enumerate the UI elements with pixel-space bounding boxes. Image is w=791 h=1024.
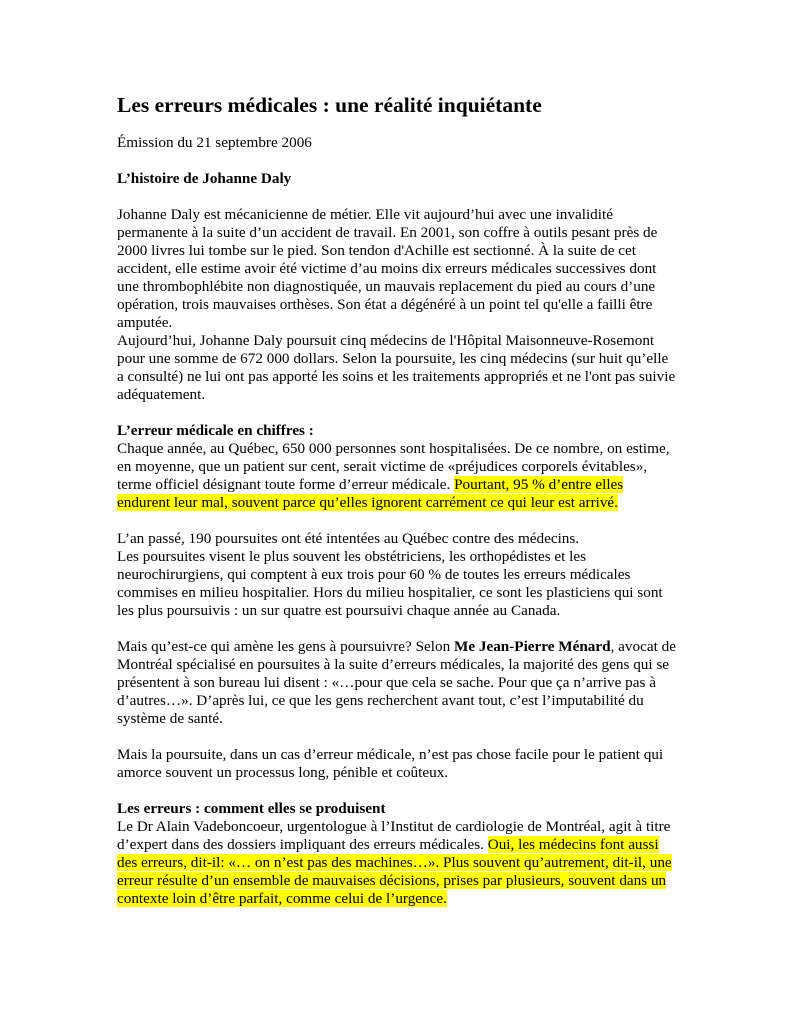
paragraph-statistics: [117, 440, 677, 512]
paragraph-daly-lawsuit: Aujourd’hui, Johanne Daly poursuit cinq médecins de l'Hôpital Maisonneuve-Rosemont pour une somme de 672 000 dollars. Selon la poursuite, les cinq médecins (sur huit qu’elle a consulté) ne lui ont pas apporté les soins et les traitements appropriés et ne l'ont pas suivie adéquatement.: [117, 332, 676, 403]
paragraph-lawsuit-count: L’an passé, 190 poursuites ont été intentées au Québec contre des médecins.: [117, 530, 580, 547]
paragraph-daly-accident: Johanne Daly est mécanicienne de métier. Elle vit aujourd’hui avec une invalidité permanente à la suite d’un accident de travail. En 2001, son coffre à outils pesant près de 2000 livres lui tombe sur le pied. Son tendon d'Achille est sectionné. À la suite de cet accident, elle estime avoir été victime d’au moins dix erreurs médicales successives dont une thrombophlébite non diagnostiquée, un mauvais replacement du pied au cours d’une opération, trois mauvaises orthèses. Son état a dégénéré à un point tel qu'elle a failli être amputée.: [117, 206, 658, 331]
paragraph-lawyer-quote: [117, 638, 677, 728]
lawyer-name: Me Jean-Pierre Ménard: [453, 638, 611, 655]
statistics-text: Chaque année, au Québec, 650 000 personnes sont hospitalisées. De ce nombre, on estime, en moyenne, que un patient sur cent, serait victime de «préjudices corporels évitables», terme officiel désignant toute forme d’erreur médicale.: [117, 440, 670, 493]
section-heading-johanne-daly: L’histoire de Johanne Daly: [117, 170, 292, 187]
paragraph-lawsuit-difficulty: Mais la poursuite, dans un cas d’erreur médicale, n’est pas chose facile pour le patient qui amorce souvent un processus long, pénible et coûteux.: [117, 746, 664, 781]
document-body: [117, 92, 677, 908]
statistics-highlight: Pourtant, 95 % d’entre elles endurent leur mal, souvent parce qu’elles ignorent carrément ce qui leur est arrivé.: [117, 476, 624, 511]
section-heading-statistics: L’erreur médicale en chiffres :: [117, 422, 314, 439]
expert-highlight: Oui, les médecins font aussi des erreurs, dit-il: «… on n’est pas des machines…». Plus souvent qu’autrement, dit-il, une erreur résulte d’un ensemble de mauvaises décisions, prises par plusieurs, souvent dans un contexte loin d’être parfait, comme celui de l’urgence.: [117, 836, 672, 907]
expert-text: Le Dr Alain Vadeboncoeur, urgentologue à l’Institut de cardiologie de Montréal, agit à titre d’expert dans des dossiers impliquant des erreurs médicales.: [117, 818, 671, 853]
document-title: Les erreurs médicales : une réalité inquiétante: [117, 93, 542, 117]
broadcast-date: Émission du 21 septembre 2006: [117, 134, 312, 151]
paragraph-specialties: Les poursuites visent le plus souvent les obstétriciens, les orthopédistes et les neurochirurgiens, qui comptent à eux trois pour 60 % de toutes les erreurs médicales commises en milieu hospitalier. Hors du milieu hospitalier, ce sont les plasticiens qui sont les plus poursuivis : un sur quatre est poursuivi chaque année au Canada.: [117, 548, 663, 619]
lawyer-quote-rest: , avocat de Montréal spécialisé en poursuites à la suite d’erreurs médicales, la majorité des gens qui se présentent à son bureau lui disent : «…pour que cela se sache. Pour que ça n’arrive pas à d’autres…». D’après lui, ce que les gens recherchent avant tout, c’est l’imputabilité du système de santé.: [117, 638, 676, 727]
section-heading-how-errors-happen: Les erreurs : comment elles se produisent: [117, 800, 386, 817]
lawyer-quote-intro: Mais qu’est-ce qui amène les gens à poursuivre? Selon: [117, 638, 454, 655]
paragraph-expert: [117, 818, 677, 908]
